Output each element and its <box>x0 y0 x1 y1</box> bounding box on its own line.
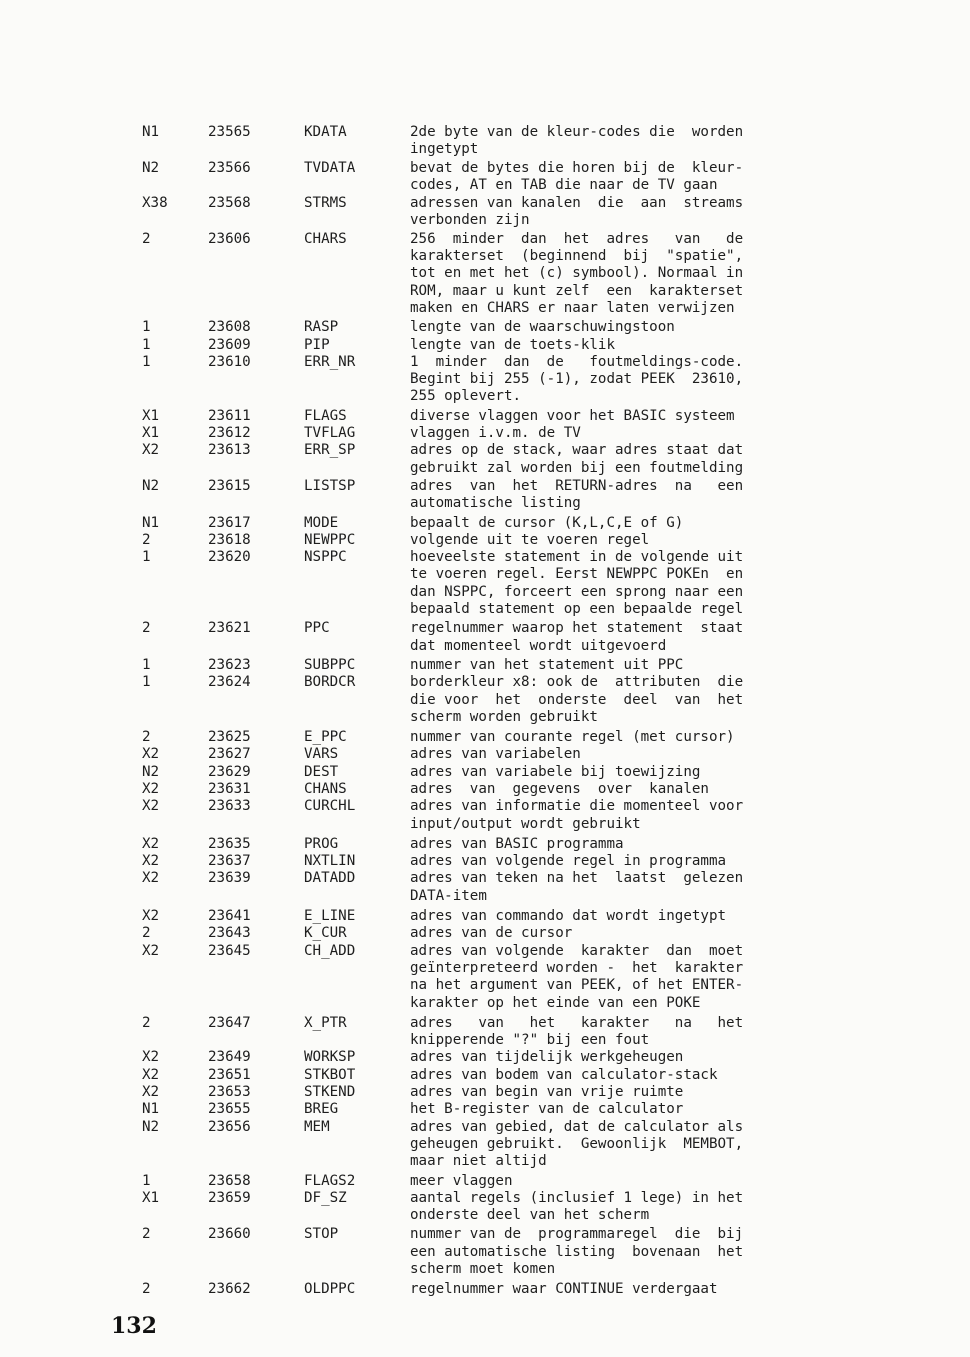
variable-address: 23620 <box>208 549 251 566</box>
description-line: het B-register van de calculator <box>410 1101 684 1118</box>
table-row <box>142 764 842 781</box>
variable-size: N2 <box>142 763 160 780</box>
variable-size: X2 <box>142 1066 160 1083</box>
system-variables-table <box>142 124 842 1299</box>
table-row <box>142 1119 842 1171</box>
variable-name: NEWPPC <box>304 531 356 548</box>
table-row <box>142 1067 842 1084</box>
table-row <box>142 1226 842 1278</box>
variable-size: 2 <box>142 620 151 637</box>
variable-address: 23633 <box>208 798 251 815</box>
variable-description <box>410 853 842 870</box>
variable-size: X1 <box>142 1189 160 1206</box>
variable-name: OLDPPC <box>304 1281 356 1298</box>
variable-description <box>410 746 842 763</box>
variable-description <box>410 943 842 1012</box>
table-row <box>142 549 842 618</box>
variable-size: X38 <box>142 195 168 212</box>
variable-description <box>410 231 842 317</box>
description-line: ingetypt <box>410 141 479 158</box>
description-line: hoeveelste statement in de volgende uit <box>410 549 744 566</box>
variable-description <box>410 532 842 549</box>
description-line: adres van het RETURN-adres na een <box>410 477 744 494</box>
description-line: bepaalt de cursor (K,L,C,E of G) <box>410 514 684 531</box>
description-line: volgende uit te voeren regel <box>410 531 650 548</box>
description-line: tot en met het (c) symbool). Normaal in <box>410 265 744 282</box>
variable-description <box>410 515 842 532</box>
table-row <box>142 1281 842 1298</box>
variable-name: FLAGS <box>304 407 347 424</box>
variable-description <box>410 925 842 942</box>
variable-address: 23649 <box>208 1049 251 1066</box>
variable-size: 2 <box>142 1281 151 1298</box>
variable-name: BORDCR <box>304 674 356 691</box>
variable-size: X2 <box>142 442 160 459</box>
variable-name: CHANS <box>304 780 347 797</box>
variable-description <box>410 1173 842 1190</box>
table-row <box>142 1049 842 1066</box>
description-line: adres van begin van vrije ruimte <box>410 1084 684 1101</box>
variable-address: 23623 <box>208 656 251 673</box>
variable-size: 2 <box>142 1226 151 1243</box>
description-line: adres van commando dat wordt ingetypt <box>410 908 727 925</box>
description-line: dat momenteel wordt uitgevoerd <box>410 637 667 654</box>
description-line: meer vlaggen <box>410 1172 513 1189</box>
variable-size: X2 <box>142 798 160 815</box>
variable-address: 23568 <box>208 195 251 212</box>
variable-size: X2 <box>142 942 160 959</box>
variable-address: 23617 <box>208 514 251 531</box>
variable-description <box>410 798 842 833</box>
variable-size: 2 <box>142 1014 151 1031</box>
variable-name: STOP <box>304 1226 339 1243</box>
variable-address: 23610 <box>208 353 251 370</box>
description-line: scherm worden gebruikt <box>410 708 598 725</box>
variable-address: 23629 <box>208 763 251 780</box>
table-row <box>142 160 842 195</box>
variable-size: X2 <box>142 870 160 887</box>
variable-description <box>410 781 842 798</box>
description-line: lengte van de toets-klik <box>410 336 615 353</box>
variable-name: MODE <box>304 514 339 531</box>
variable-description <box>410 1190 842 1225</box>
variable-address: 23606 <box>208 230 251 247</box>
description-line: verbonden zijn <box>410 212 530 229</box>
variable-name: ERR_SP <box>304 442 356 459</box>
variable-name: MEM <box>304 1118 330 1135</box>
table-row <box>142 195 842 230</box>
variable-name: DATADD <box>304 870 356 887</box>
description-line: adres van volgende karakter dan moet <box>410 942 744 959</box>
description-line: onderste deel van het scherm <box>410 1207 650 1224</box>
variable-name: VARS <box>304 746 339 763</box>
description-line: adres van gebied, dat de calculator als <box>410 1118 744 1135</box>
variable-description <box>410 620 842 655</box>
variable-address: 23655 <box>208 1101 251 1118</box>
table-row <box>142 746 842 763</box>
table-row <box>142 1173 842 1190</box>
variable-address: 23621 <box>208 620 251 637</box>
description-line: geïnterpreteerd worden - het karakter <box>410 959 744 976</box>
variable-size: 2 <box>142 531 151 548</box>
table-row <box>142 620 842 655</box>
variable-size: 2 <box>142 925 151 942</box>
variable-size: X1 <box>142 425 160 442</box>
description-line: knipperende "?" bij een fout <box>410 1032 650 1049</box>
variable-name: X_PTR <box>304 1014 347 1031</box>
variable-size: N1 <box>142 1101 160 1118</box>
variable-size: X2 <box>142 835 160 852</box>
description-line: een automatische listing bovenaan het <box>410 1243 744 1260</box>
variable-name: STKBOT <box>304 1066 356 1083</box>
variable-address: 23645 <box>208 942 251 959</box>
table-row <box>142 870 842 905</box>
variable-size: N2 <box>142 159 160 176</box>
variable-size: N1 <box>142 514 160 531</box>
table-row <box>142 442 842 477</box>
description-line: adres op de stack, waar adres staat dat <box>410 442 744 459</box>
variable-address: 23631 <box>208 780 251 797</box>
variable-description <box>410 729 842 746</box>
description-line: lengte van de waarschuwingstoon <box>410 319 675 336</box>
variable-description <box>410 442 842 477</box>
variable-description <box>410 764 842 781</box>
variable-name: PPC <box>304 620 330 637</box>
variable-name: KDATA <box>304 124 347 140</box>
description-line: nummer van de programmaregel die bij <box>410 1226 744 1243</box>
variable-name: BREG <box>304 1101 339 1118</box>
description-line: diverse vlaggen voor het BASIC systeem <box>410 407 735 424</box>
variable-description <box>410 1119 842 1171</box>
variable-size: X2 <box>142 853 160 870</box>
description-line: adres van het karakter na het <box>410 1014 744 1031</box>
variable-address: 23611 <box>208 407 251 424</box>
description-line: input/output wordt gebruikt <box>410 815 641 832</box>
variable-description <box>410 124 842 159</box>
variable-size: X2 <box>142 1049 160 1066</box>
table-row <box>142 729 842 746</box>
variable-description <box>410 1049 842 1066</box>
description-line: 256 minder dan het adres van de <box>410 230 744 247</box>
variable-description <box>410 1015 842 1050</box>
variable-description <box>410 1101 842 1118</box>
page-number: 132 <box>111 1313 157 1339</box>
variable-address: 23618 <box>208 531 251 548</box>
variable-name: CHARS <box>304 230 347 247</box>
variable-address: 23635 <box>208 835 251 852</box>
description-line: codes, AT en TAB die naar de TV gaan <box>410 176 718 193</box>
table-row <box>142 532 842 549</box>
variable-size: X2 <box>142 780 160 797</box>
table-row <box>142 657 842 674</box>
variable-address: 23615 <box>208 477 251 494</box>
table-row <box>142 515 842 532</box>
variable-description <box>410 908 842 925</box>
variable-description <box>410 1067 842 1084</box>
variable-address: 23651 <box>208 1066 251 1083</box>
table-row <box>142 354 842 406</box>
variable-size: X2 <box>142 1084 160 1101</box>
description-line: bevat de bytes die horen bij de kleur- <box>410 159 744 176</box>
variable-address: 23653 <box>208 1084 251 1101</box>
variable-description <box>410 836 842 853</box>
description-line: adres van bodem van calculator-stack <box>410 1066 718 1083</box>
description-line: bepaald statement op een bepaalde regel <box>410 601 744 618</box>
description-line: scherm moet komen <box>410 1261 556 1277</box>
variable-size: 1 <box>142 674 151 691</box>
variable-description <box>410 478 842 513</box>
description-line: adres van de cursor <box>410 925 573 942</box>
table-row <box>142 1015 842 1050</box>
description-line: aantal regels (inclusief 1 lege) in het <box>410 1189 744 1206</box>
table-row <box>142 943 842 1012</box>
variable-name: PIP <box>304 336 330 353</box>
variable-description <box>410 870 842 905</box>
variable-name: K_CUR <box>304 925 347 942</box>
variable-address: 23625 <box>208 729 251 746</box>
description-line: maar niet altijd <box>410 1153 547 1170</box>
variable-description <box>410 674 842 726</box>
variable-address: 23660 <box>208 1226 251 1243</box>
variable-size: X2 <box>142 908 160 925</box>
description-line: nummer van het statement uit PPC <box>410 656 684 673</box>
description-line: na het argument van PEEK, of het ENTER- <box>410 977 744 994</box>
description-line: adres van tijdelijk werkgeheugen <box>410 1049 684 1066</box>
table-row <box>142 925 842 942</box>
variable-name: RASP <box>304 319 339 336</box>
variable-description <box>410 408 842 425</box>
variable-size: 1 <box>142 1172 151 1189</box>
variable-name: E_PPC <box>304 729 347 746</box>
variable-address: 23647 <box>208 1014 251 1031</box>
table-row <box>142 1084 842 1101</box>
description-line: gebruikt zal worden bij een foutmelding <box>410 459 744 476</box>
table-row <box>142 425 842 442</box>
table-row <box>142 478 842 513</box>
variable-size: 1 <box>142 336 151 353</box>
table-row <box>142 124 842 159</box>
variable-name: DEST <box>304 763 339 780</box>
variable-name: WORKSP <box>304 1049 356 1066</box>
table-row <box>142 408 842 425</box>
description-line: regelnummer waarop het statement staat <box>410 620 744 637</box>
description-line: dan NSPPC, forceert een sprong naar een <box>410 583 744 600</box>
variable-name: TVFLAG <box>304 425 356 442</box>
variable-name: ERR_NR <box>304 353 356 370</box>
variable-name: CURCHL <box>304 798 356 815</box>
description-line: adres van informatie die momenteel voor <box>410 798 744 815</box>
variable-size: 1 <box>142 549 151 566</box>
variable-address: 23656 <box>208 1118 251 1135</box>
description-line: Begint bij 255 (-1), zodat PEEK 23610, <box>410 371 744 388</box>
variable-address: 23609 <box>208 336 251 353</box>
variable-size: N2 <box>142 1118 160 1135</box>
description-line: adres van volgende regel in programma <box>410 853 727 870</box>
description-line: adres van teken na het laatst gelezen <box>410 870 744 887</box>
variable-address: 23659 <box>208 1189 251 1206</box>
variable-description <box>410 657 842 674</box>
description-line: automatische listing <box>410 495 581 512</box>
variable-name: DF_SZ <box>304 1189 347 1206</box>
variable-name: NSPPC <box>304 549 347 566</box>
variable-name: FLAGS2 <box>304 1172 356 1189</box>
variable-description <box>410 1084 842 1101</box>
description-line: DATA-item <box>410 887 487 904</box>
variable-address: 23565 <box>208 124 251 140</box>
variable-address: 23643 <box>208 925 251 942</box>
variable-address: 23566 <box>208 159 251 176</box>
description-line: adres van gegevens over kanalen <box>410 780 709 797</box>
description-line: adressen van kanalen die aan streams <box>410 195 744 212</box>
variable-size: 2 <box>142 230 151 247</box>
table-row <box>142 798 842 833</box>
variable-address: 23624 <box>208 674 251 691</box>
variable-size: X1 <box>142 407 160 424</box>
variable-size: 1 <box>142 656 151 673</box>
variable-name: LISTSP <box>304 477 356 494</box>
variable-description <box>410 319 842 336</box>
table-row <box>142 908 842 925</box>
table-row <box>142 1101 842 1118</box>
description-line: karakterset (beginnend bij "spatie", <box>410 248 744 265</box>
variable-size: N2 <box>142 477 160 494</box>
variable-address: 23612 <box>208 425 251 442</box>
variable-description <box>410 1226 842 1278</box>
description-line: 2de byte van de kleur-codes die worden <box>410 124 744 140</box>
variable-name: E_LINE <box>304 908 356 925</box>
variable-size: 2 <box>142 729 151 746</box>
table-row <box>142 836 842 853</box>
description-line: ROM, maar u kunt zelf een karakterset <box>410 282 744 299</box>
variable-description <box>410 549 842 618</box>
variable-address: 23613 <box>208 442 251 459</box>
variable-size: X2 <box>142 746 160 763</box>
variable-address: 23637 <box>208 853 251 870</box>
table-row <box>142 674 842 726</box>
table-row <box>142 1190 842 1225</box>
variable-description <box>410 160 842 195</box>
variable-name: PROG <box>304 835 339 852</box>
description-line: geheugen gebruikt. Gewoonlijk MEMBOT, <box>410 1135 744 1152</box>
variable-name: STKEND <box>304 1084 356 1101</box>
table-row <box>142 337 842 354</box>
table-row <box>142 319 842 336</box>
variable-address: 23658 <box>208 1172 251 1189</box>
variable-address: 23639 <box>208 870 251 887</box>
description-line: te voeren regel. Eerst NEWPPC POKEn en <box>410 566 744 583</box>
variable-address: 23608 <box>208 319 251 336</box>
table-row <box>142 853 842 870</box>
description-line: regelnummer waar CONTINUE verdergaat <box>410 1281 718 1298</box>
variable-description <box>410 425 842 442</box>
variable-name: NXTLIN <box>304 853 356 870</box>
variable-name: SUBPPC <box>304 656 356 673</box>
description-line: borderkleur x8: ook de attributen die <box>410 674 744 691</box>
table-row <box>142 781 842 798</box>
description-line: 255 oplevert. <box>410 388 522 405</box>
description-line: 1 minder dan de foutmeldings-code. <box>410 353 744 370</box>
description-line: vlaggen i.v.m. de TV <box>410 425 581 442</box>
variable-address: 23662 <box>208 1281 251 1298</box>
description-line: maken en CHARS er naar laten verwijzen <box>410 299 735 316</box>
variable-description <box>410 1281 842 1298</box>
variable-size: 1 <box>142 319 151 336</box>
table-row <box>142 231 842 317</box>
variable-description <box>410 337 842 354</box>
variable-size: N1 <box>142 124 160 140</box>
variable-size: 1 <box>142 353 151 370</box>
variable-address: 23627 <box>208 746 251 763</box>
variable-name: CH_ADD <box>304 942 356 959</box>
variable-description <box>410 195 842 230</box>
description-line: adres van BASIC programma <box>410 835 624 852</box>
description-line: karakter op het einde van een POKE <box>410 994 701 1011</box>
variable-name: STRMS <box>304 195 347 212</box>
description-line: adres van variabele bij toewijzing <box>410 763 701 780</box>
variable-name: TVDATA <box>304 159 356 176</box>
variable-address: 23641 <box>208 908 251 925</box>
description-line: adres van variabelen <box>410 746 581 763</box>
variable-description <box>410 354 842 406</box>
description-line: nummer van courante regel (met cursor) <box>410 729 735 746</box>
description-line: die voor het onderste deel van het <box>410 691 744 708</box>
